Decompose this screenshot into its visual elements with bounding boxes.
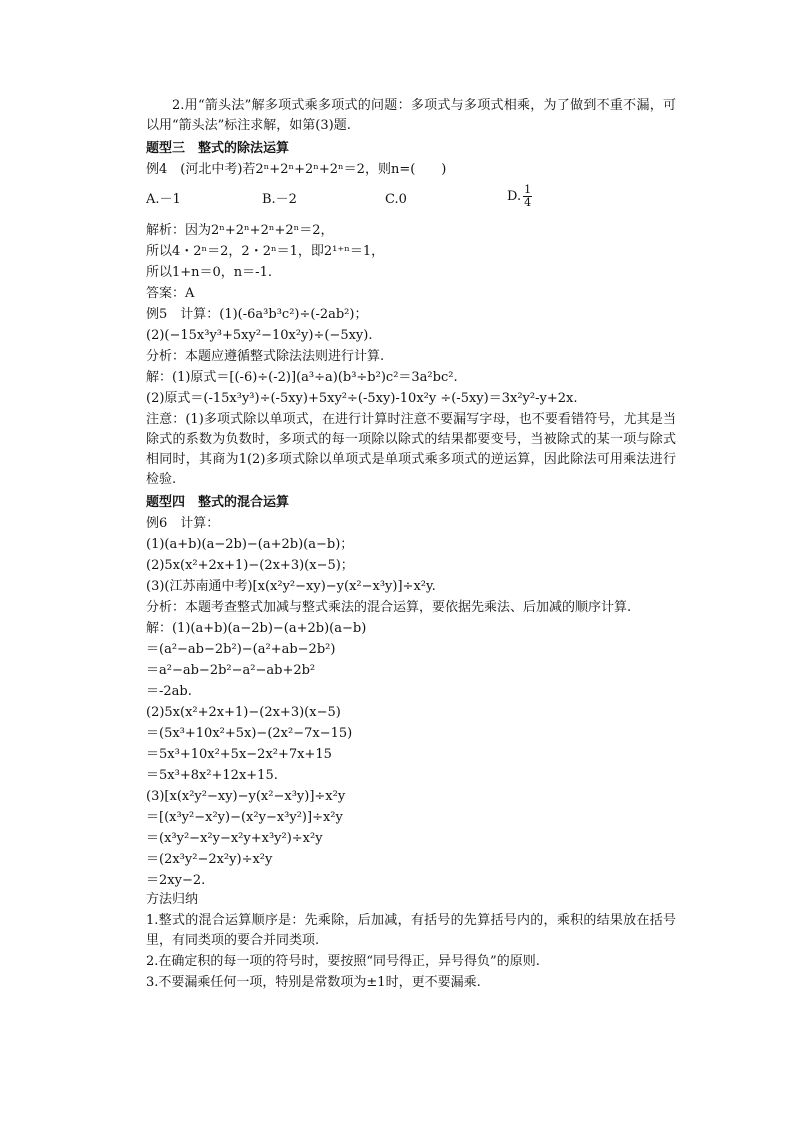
example-6-line: ＝-2ab. [146, 684, 192, 699]
solution-line: 解析：因为2ⁿ+2ⁿ+2ⁿ+2ⁿ＝2， [146, 223, 334, 238]
example-6-line: ＝(a²−ab−2b²)−(a²+ab−2b²) [146, 642, 336, 657]
example-6-line: (3)[x(x²y²−xy)−y(x²−x³y)]÷x²y [146, 789, 346, 804]
example-6-line: ＝5x³+8x²+12x+15. [146, 768, 278, 783]
example-6-line: ＝5x³+10x²+5x−2x²+7x+15 [146, 747, 332, 762]
example-6-line: ＝2xy−2. [146, 873, 206, 888]
example-5-note: 注意：(1)多项式除以单项式，在进行计算时注意不要漏写字母，也不要看错符号，尤其是当除式的系数为负数时，多项式的每一项除以除式的结果都要变号，当被除式的某一项与除式相同时，其商为1(2)多项式除以单项式是单项式乘多项式的逆运算，因此除法可用乘法进行检验. [146, 412, 676, 487]
example-6-line: ＝(2x³y²−2x²y)÷x²y [146, 852, 273, 867]
example-6-line: ＝(5x³+10x²+5x)−(2x²−7x−15) [146, 726, 353, 741]
section-heading-3: 题型三 整式的除法运算 [146, 141, 290, 156]
example-6-line: ＝a²−ab−2b²−a²−ab+2b² [146, 663, 316, 678]
example-4-question: 例4 (河北中考)若2ⁿ+2ⁿ+2ⁿ+2ⁿ＝2，则n=( ) [146, 162, 447, 177]
solution-line: 所以1+n＝0，n＝-1. [146, 265, 272, 280]
example-6-line: (2)5x(x²+2x+1)−(2x+3)(x−5) [146, 705, 341, 720]
option-c: C.0 [385, 192, 407, 207]
example-5-line: 例5 计算：(1)(-6a³b³c²)÷(-2ab²)； [146, 307, 368, 322]
example-6-line: (3)(江苏南通中考)[x(x²y²−xy)−y(x²−x³y)]÷x²y. [146, 579, 436, 594]
summary-item: 1.整式的混合运算顺序是：先乘除，后加减，有括号的先算括号内的，乘积的结果放在括号里，有同类项的要合并同类项. [146, 913, 676, 948]
fraction-numerator: 1 [524, 183, 532, 196]
example-6-line: (2)5x(x²+2x+1)−(2x+3)(x−5)； [146, 558, 354, 573]
example-6-line: 分析：本题考查整式加减与整式乘法的混合运算，要依据先乘法、后加减的顺序计算. [146, 600, 632, 615]
solution-line: 所以4・2ⁿ＝2，2・2ⁿ＝1，即2¹⁺ⁿ＝1， [146, 244, 385, 259]
summary-item: 3.不要漏乘任何一项，特别是常数项为±1时，更不要漏乘. [146, 975, 481, 990]
summary-title: 方法归纳 [146, 892, 199, 907]
answer-line: 答案：A [146, 286, 195, 301]
option-d-prefix: D. [507, 189, 522, 204]
summary-item: 2.在确定积的每一项的符号时，要按照“同号得正，异号得负”的原则. [146, 954, 540, 969]
example-5-line: (2)原式＝(-15x³y³)÷(-5xy)+5xy²÷(-5xy)-10x²y ÷(-5xy)＝3x²y²-y+2x. [146, 391, 578, 406]
section-heading-4: 题型四 整式的混合运算 [146, 495, 290, 510]
example-6-line: ＝[(x³y²−x²y)−(x²y−x³y²)]÷x²y [146, 810, 343, 825]
option-d [507, 184, 532, 209]
example-5-line: 分析：本题应遵循整式除法法则进行计算. [146, 349, 385, 364]
example-5-line: 解：(1)原式＝[(-6)÷(-2)](a³÷a)(b³÷b²)c²＝3a²bc². [146, 370, 458, 385]
option-a: A.－1 [146, 192, 181, 207]
example-5-line: (2)(−15x³y³+5xy²−10x²y)÷(−5xy). [146, 328, 373, 343]
fraction-denominator: 4 [524, 196, 532, 209]
example-6-line: ＝(x³y²−x²y−x²y+x³y²)÷x²y [146, 831, 323, 846]
example-6-line: 例6 计算： [146, 516, 220, 531]
example-6-line: (1)(a+b)(a−2b)−(a+2b)(a−b)； [146, 537, 354, 552]
example-6-line: 解：(1)(a+b)(a−2b)−(a+2b)(a−b) [146, 621, 367, 636]
option-b: B.－2 [262, 192, 297, 207]
fraction-one-quarter [523, 184, 532, 209]
method-note-2: 2.用“箭头法”解多项式乘多项式的问题：多项式与多项式相乘，为了做到不重不漏，可以用“箭头法”标注求解，如第(3)题. [146, 98, 676, 133]
